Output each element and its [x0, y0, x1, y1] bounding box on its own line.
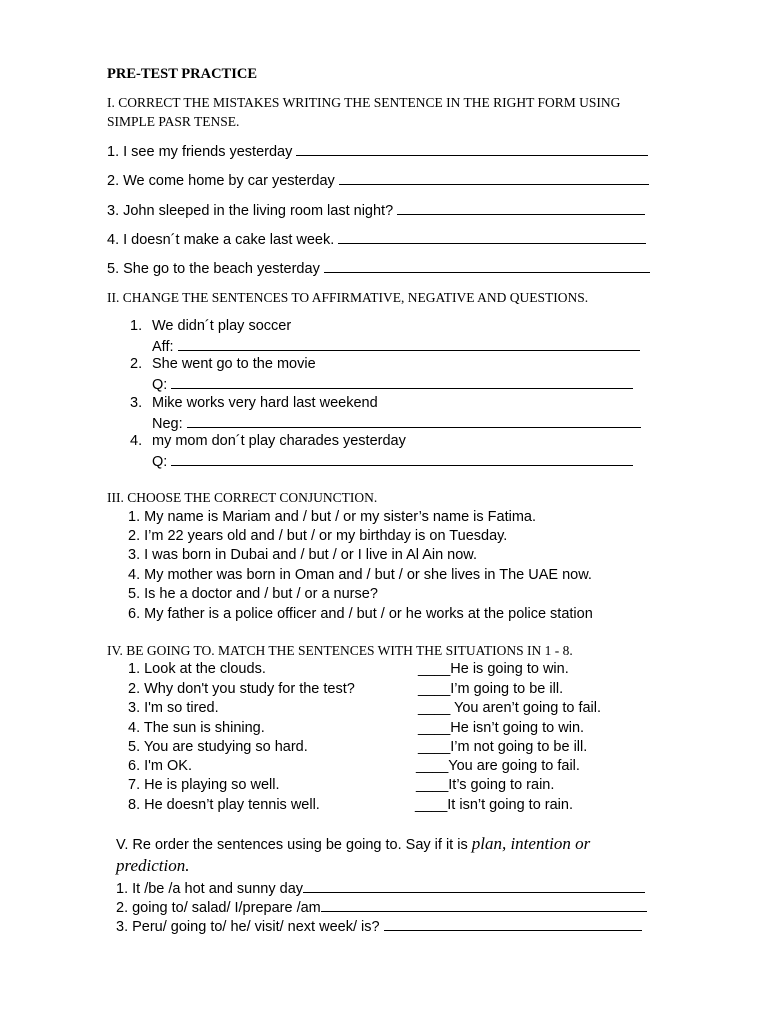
answer-blank[interactable] — [339, 171, 649, 185]
s4-right-5[interactable]: ____I’m not going to be ill. — [418, 739, 588, 755]
s2-item-2-sentence: She went go to the movie — [152, 356, 316, 372]
s1-item-2 — [107, 171, 649, 189]
s1-item-text: 2. We come home by car yesterday — [107, 173, 335, 189]
s5-item-1 — [116, 879, 645, 897]
s4-right-4[interactable]: ____He isn’t going to win. — [418, 720, 585, 736]
s4-right-8[interactable]: ____It isn’t going to rain. — [415, 797, 573, 813]
s4-left-6: 6. I'm OK. — [128, 758, 193, 774]
answer-blank[interactable] — [303, 879, 645, 893]
s5-item-3 — [116, 917, 642, 935]
s4-right-1[interactable]: ____He is going to win. — [418, 661, 569, 677]
s5-item-text: 1. It /be /a hot and sunny day — [116, 881, 304, 897]
s3-item-4: 4. My mother was born in Oman and / but / or she lives in The UAE now. — [128, 567, 592, 583]
s1-item-3 — [107, 201, 645, 219]
answer-blank[interactable] — [338, 230, 646, 244]
s3-item-6: 6. My father is a police officer and / but / or he works at the police station — [128, 606, 593, 622]
section-2-heading: II. CHANGE THE SENTENCES TO AFFIRMATIVE, NEGATIVE AND QUESTIONS. — [107, 290, 589, 305]
s1-item-4 — [107, 230, 646, 248]
answer-prompt: Neg: — [152, 416, 183, 432]
s2-item-2-num: 2. — [130, 356, 143, 372]
section-3-heading: III. CHOOSE THE CORRECT CONJUNCTION. — [107, 490, 378, 505]
s4-left-1: 1. Look at the clouds. — [128, 661, 266, 677]
s4-left-2: 2. Why don't you study for the test? — [128, 681, 355, 697]
s2-item-2-answer — [152, 375, 633, 393]
s2-item-4-answer — [152, 452, 633, 470]
s5-item-text: 3. Peru/ going to/ he/ visit/ next week/ is? — [116, 919, 384, 935]
page-title: PRE-TEST PRACTICE — [107, 66, 257, 82]
s1-item-text: 3. John sleeped in the living room last night? — [107, 203, 394, 219]
s4-right-7[interactable]: ____It’s going to rain. — [416, 777, 555, 793]
s1-item-5 — [107, 259, 650, 277]
section-5-heading-italic: plan, intention or — [471, 834, 591, 853]
s4-right-6[interactable]: ____You are going to fail. — [416, 758, 580, 774]
s4-right-3[interactable]: ____ You aren’t going to fail. — [418, 700, 602, 716]
section-1-heading-cont: SIMPLE PASR TENSE. — [107, 114, 240, 129]
s5-item-2 — [116, 898, 647, 916]
s4-left-4: 4. The sun is shining. — [128, 720, 265, 736]
section-1-heading: I. CORRECT THE MISTAKES WRITING THE SENTENCE IN THE RIGHT FORM USING — [107, 95, 621, 110]
answer-blank[interactable] — [171, 452, 633, 466]
answer-blank[interactable] — [321, 898, 647, 912]
s1-item-text: 5. She go to the beach yesterday — [107, 261, 320, 277]
s1-item-text: 4. I doesn´t make a cake last week. — [107, 232, 335, 248]
s2-item-3-sentence: Mike works very hard last weekend — [152, 395, 378, 411]
answer-blank[interactable] — [397, 201, 645, 215]
answer-blank[interactable] — [178, 337, 640, 351]
s4-left-7: 7. He is playing so well. — [128, 777, 280, 793]
answer-blank[interactable] — [324, 259, 650, 273]
answer-blank[interactable] — [296, 142, 648, 156]
answer-blank[interactable] — [187, 414, 641, 428]
answer-blank[interactable] — [171, 375, 633, 389]
s2-item-1-num: 1. — [130, 318, 143, 334]
s5-item-text: 2. going to/ salad/ I/prepare /am — [116, 900, 321, 916]
section-5-heading — [116, 834, 590, 854]
s3-item-5: 5. Is he a doctor and / but / or a nurse? — [128, 586, 378, 602]
answer-prompt: Aff: — [152, 339, 174, 355]
s2-item-4-sentence: my mom don´t play charades yesterday — [152, 433, 406, 449]
s3-item-3: 3. I was born in Dubai and / but / or I live in Al Ain now. — [128, 547, 478, 563]
s2-item-1-answer — [152, 337, 640, 355]
section-4-heading: IV. BE GOING TO. MATCH THE SENTENCES WITH THE SITUATIONS IN 1 - 8. — [107, 643, 573, 658]
s4-left-5: 5. You are studying so hard. — [128, 739, 308, 755]
s2-item-3-answer — [152, 414, 641, 432]
answer-blank[interactable] — [384, 917, 642, 931]
s4-right-2[interactable]: ____I’m going to be ill. — [418, 681, 564, 697]
s1-item-1 — [107, 142, 648, 160]
s1-item-text: 1. I see my friends yesterday — [107, 144, 293, 160]
section-5-heading-text: V. Re order the sentences using be going to. Say if it is — [116, 837, 472, 853]
s4-left-3: 3. I'm so tired. — [128, 700, 219, 716]
s4-left-8: 8. He doesn’t play tennis well. — [128, 797, 320, 813]
s2-item-3-num: 3. — [130, 395, 143, 411]
answer-prompt: Q: — [152, 377, 168, 393]
s3-item-2: 2. I’m 22 years old and / but / or my birthday is on Tuesday. — [128, 528, 508, 544]
answer-prompt: Q: — [152, 454, 168, 470]
s3-item-1: 1. My name is Mariam and / but / or my sister’s name is Fatima. — [128, 509, 537, 525]
s2-item-4-num: 4. — [130, 433, 143, 449]
s2-item-1-sentence: We didn´t play soccer — [152, 318, 292, 334]
section-5-heading-cont: prediction. — [116, 856, 190, 875]
